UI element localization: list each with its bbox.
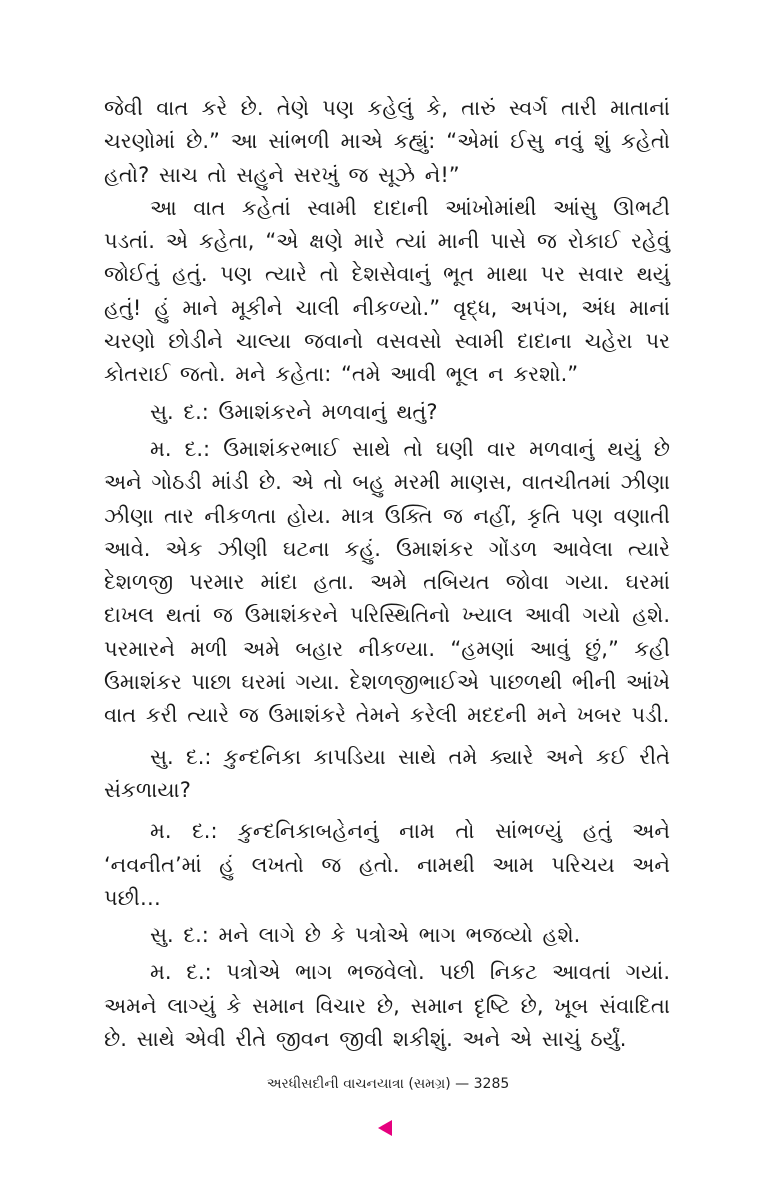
answer-umashankar: મ. દ.: ઉમાશંકરભાઈ સાથે તો ઘણી વાર મળવાનું થયું છે અને ગોઠડી માંડી છે. એ તો બહુ મરમી માણસ, વાતચીતમાં ઝીણા ઝીણા તાર નીકળતા હોય. માત્ર ઉક્તિ જ નહીં, કૃતિ પણ વણાતી આવે. એક ઝીણી ઘટના કહું. ઉમાશંકર ગોંડળ આવેલા ત્યારે દેશળજી પરમાર માંદા હતા. અમે તબિયત જોવા ગયા. ઘરમાં દાખલ થતાં જ ઉમાશંકરને પરિસ્થિતિનો ખ્યાલ આવી ગયો હશે. પરમારને મળી અમે બહાર નીકળ્યા. “હમણાં આવું છું,” કહી ઉમાશંકર પાછા ઘરમાં ગયા. દેશળજીભાઈએ પાછળથી ભીની આંખે વાત કરી ત્યારે જ ઉમાશંકરે તેમને કરેલી મદદની મને ખબર પડી. — [104, 436, 670, 728]
running-footer: અરધીસદીની વાચનયાત્રા (સમગ્ર) — 3285 — [266, 1076, 510, 1092]
question-umashankar: સુ. દ.: ઉમાશંકરને મળવાનું થતું? — [150, 399, 438, 424]
answer-kundanika: મ. દ.: કુન્દનિકાબહેનનું નામ તો સાંભળ્યું હતું અને ‘નવનીત’માં હું લખતો જ હતો. નામથી આમ પરિચય અને પછી… — [104, 819, 670, 910]
body-text — [104, 92, 670, 1056]
paragraph-1: જેવી વાત કરે છે. તેણે પણ કહેલું કે, તારું સ્વર્ગ તારી માતાનાં ચરણોમાં છે.” આ સાંભળી માએ કહ્યું: “એમાં ઈસુ નવું શું કહેતો હતો? સાચ તો સહુને સરખું જ સૂઝે ને!” — [104, 96, 670, 187]
question-kundanika: સુ. દ.: કુન્દનિકા કાપડિયા સાથે તમે ક્યારે અને કઈ રીતે સંકળાયા? — [104, 744, 670, 802]
question-letters: સુ. દ.: મને લાગે છે કે પત્રોએ ભાગ ભજવ્યો હશે. — [150, 923, 581, 948]
answer-letters: મ. દ.: પત્રોએ ભાગ ભજવેલો. પછી નિકટ આવતાં ગયાં. અમને લાગ્યું કે સમાન વિચાર છે, સમાન દૃષ્ટિ છે, ખૂબ સંવાદિતા છે. સાથે એવી રીતે જીવન જીવી શકીશું. અને એ સાચું ઠર્યું. — [104, 960, 670, 1052]
paragraph-2: આ વાત કહેતાં સ્વામી દાદાની આંખોમાંથી આંસુ ઊભટી પડતાં. એ કહેતા, “એ ક્ષણે મારે ત્યાં માની પાસે જ રોકાઈ રહેવું જોઈતું હતું. પણ ત્યારે તો દેશસેવાનું ભૂત માથા પર સવાર થયું હતું! હું માને મૂકીને ચાલી નીકળ્યો.” વૃદ્ધ, અપંગ, અંધ માનાં ચરણો છોડીને ચાલ્યા જવાનો વસવસો સ્વામી દાદાના ચહેરા પર કોતરાઈ જતો. મને કહેતા: “તમે આવી ભૂલ ન કરશો.” — [104, 195, 670, 387]
previous-page-arrow-icon[interactable] — [378, 1120, 392, 1136]
